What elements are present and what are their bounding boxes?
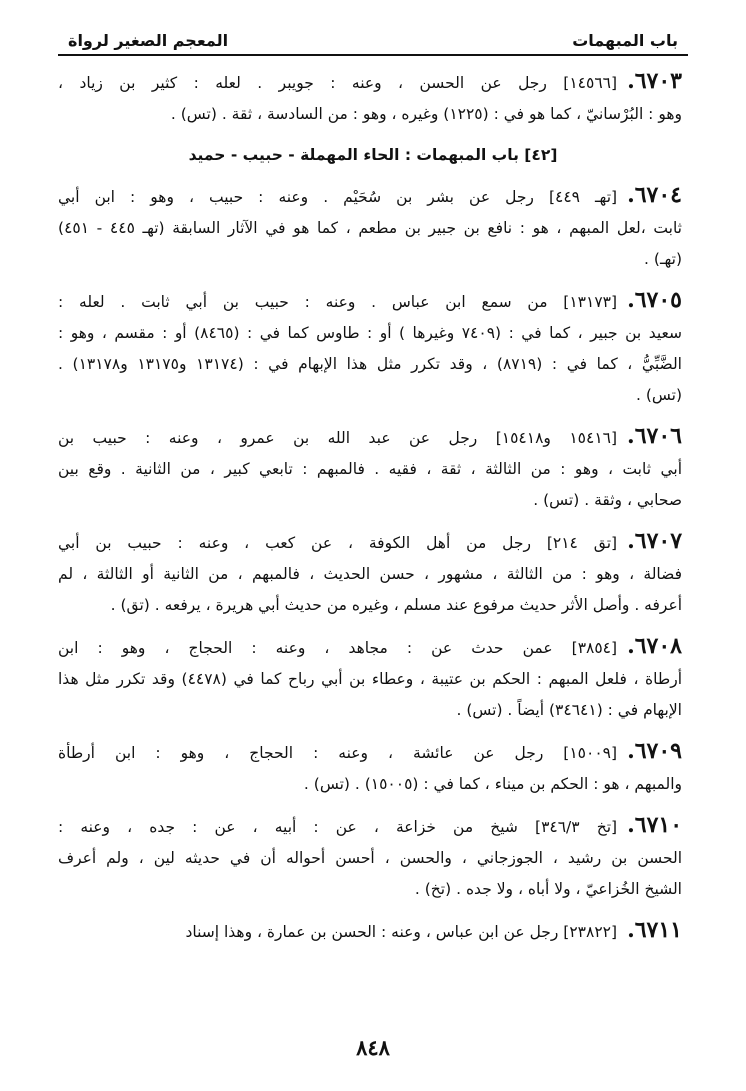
- entry-text: أبي ثابت ، وهو : من الثالثة ، ثقة ، فقيه . فالمبهم : تابعي كبير ، من الثانية . وقع بين: [58, 460, 682, 478]
- entry-line: [58, 590, 688, 621]
- entry-text: [١٣١٧٣] من سمع ابن عباس . وعنه : حبيب بن أبي ثابت . لعله :: [58, 293, 618, 311]
- entry-item: [58, 285, 688, 411]
- entry-line: [58, 736, 688, 769]
- entry-line: [58, 380, 688, 411]
- entry-text: وهو : البُرْسانيّ ، كما هو في : (١٢٢٥) وغيره ، وهو : من السادسة ، ثقة . (تس) .: [170, 105, 682, 123]
- entry-line: [58, 485, 688, 516]
- page-number: ٨٤٨: [356, 1035, 390, 1060]
- entry-text: فضالة ، وهو : من الثالثة ، مشهور ، حسن الحديث ، فالمبهم ، من الثانية أو الثالثة ، لم: [58, 565, 682, 583]
- entry-line: [58, 664, 688, 695]
- entry-text: [تق ٢١٤] رجل من أهل الكوفة ، عن كعب ، وعنه : حبيب بن أبي: [58, 534, 618, 552]
- entry-text: الشيخ الخُزاعيّ ، ولا أباه ، ولا جده . (تخ) .: [414, 880, 682, 898]
- entry-line: [58, 213, 688, 244]
- entry-text: [٢٣٨٢٢] رجل عن ابن عباس ، وعنه : الحسن بن عمارة ، وهذا إسناد: [185, 923, 618, 941]
- entry-item: [58, 810, 688, 905]
- header-book-title: المعجم الصغير لرواة: [68, 31, 229, 50]
- entry-item: [58, 526, 688, 621]
- entry-line: [58, 421, 688, 454]
- entry-item: [58, 66, 688, 130]
- entry-number: ٦٧٠٤.: [627, 182, 682, 208]
- entry-item: [58, 631, 688, 726]
- running-header: [58, 18, 688, 56]
- entry-line: [58, 318, 688, 349]
- entry-line: [58, 99, 688, 130]
- entry-number: ٦٧١١.: [627, 917, 682, 943]
- entry-number: ٦٧٠٥.: [627, 287, 682, 313]
- entry-number: ٦٧٠٧.: [627, 528, 683, 554]
- entry-number: ٦٧٠٣.: [627, 68, 682, 94]
- book-page: [58, 18, 688, 1078]
- entry-line: [58, 349, 688, 380]
- entry-text: سعيد بن جبير ، كما في : (٧٤٠٩ وغيرها ) أو : طاوس كما في : (٨٤٦٥) أو : مقسم ، وهو :: [58, 324, 682, 342]
- entries-list: [58, 66, 688, 948]
- entry-line: [58, 843, 688, 874]
- entry-item: [58, 915, 688, 948]
- entry-text: والمبهم ، هو : الحكم بن ميناء ، كما في : (١٥٠٠٥) . (تس) .: [303, 775, 682, 793]
- entry-text: ثابت ،لعل المبهم ، هو : نافع بن جبير بن مطعم ، كما هو في الآثار السابقة (تهـ ٤٤٥ - ٤٥١): [58, 219, 682, 237]
- entry-number: ٦٧١٠.: [627, 812, 683, 838]
- entry-item: [58, 736, 688, 800]
- entry-text: [١٥٤١٦ و١٥٤١٨] رجل عن عبد الله بن عمرو ، وعنه : حبيب بن: [58, 429, 618, 447]
- entry-line: [58, 526, 688, 559]
- entry-text: [تهـ ٤٤٩] رجل عن بشر بن سُحَيْم . وعنه : حبيب ، وهو : ابن أبي: [58, 188, 618, 206]
- entry-line: [58, 915, 688, 948]
- entry-text: الضَّبِّيُّ ، كما في : (٨٧١٩) ، وقد تكرر مثل هذا الإبهام في : (١٣١٧٤ و١٣١٧٥ و١٣١٧٨) .: [58, 355, 682, 373]
- entry-text: أرطاة ، فلعل المبهم : الحكم بن عتيبة ، وعطاء بن أبي رباح كما في (٤٤٧٨) وقد تكرر مثل هذا: [58, 670, 683, 688]
- entry-line: [58, 769, 688, 800]
- entry-item: [58, 180, 688, 275]
- section-heading: [٤٢] باب المبهمات : الحاء المهملة - حبيب - حميد: [188, 146, 558, 164]
- entry-text: (تس) .: [635, 386, 682, 404]
- entry-text: صحابي ، وثقة . (تس) .: [533, 491, 682, 509]
- entry-item: [58, 421, 688, 516]
- entry-text: [تخ ٣٤٦/٣] شيخ من خزاعة ، عن : أبيه ، عن : جده ، وعنه :: [58, 818, 618, 836]
- entry-line: [58, 559, 688, 590]
- header-chapter-title: باب المبهمات: [572, 31, 678, 50]
- entry-line: [58, 180, 688, 213]
- entry-number: ٦٧٠٦.: [627, 423, 682, 449]
- entry-line: [58, 695, 688, 726]
- entry-line: [58, 631, 688, 664]
- entry-text: الحسن بن رشيد ، الجوزجاني ، والحسن ، أحسن أحواله أن في حديثه لين ، ولم أعرف: [58, 849, 682, 867]
- entry-text: [٣٨٥٤] عمن حدث عن : مجاهد ، وعنه : الحجاج ، وهو : ابن: [58, 639, 618, 657]
- entry-line: [58, 454, 688, 485]
- entry-text: (تهـ) .: [644, 250, 682, 268]
- entry-line: [58, 810, 688, 843]
- entry-line: [58, 244, 688, 275]
- entry-text: الإبهام في : (٣٤٦٤١) أيضاً . (تس) .: [456, 701, 682, 719]
- entry-text: أعرفه . وأصل الأثر حديث مرفوع عند مسلم ، وغيره من حديث أبي هريرة ، يرفعه . (تق) .: [110, 596, 682, 614]
- entry-text: [١٥٠٠٩] رجل عن عائشة ، وعنه : الحجاج ، وهو : ابن أرطأة: [58, 744, 618, 762]
- entry-line: [58, 66, 688, 99]
- entry-line: [58, 874, 688, 905]
- entry-number: ٦٧٠٩.: [627, 738, 682, 764]
- entry-number: ٦٧٠٨.: [627, 633, 682, 659]
- entry-line: [58, 285, 688, 318]
- entry-text: [١٤٥٦٦] رجل عن الحسن ، وعنه : جويبر . لعله : كثير بن زياد ،: [58, 74, 618, 92]
